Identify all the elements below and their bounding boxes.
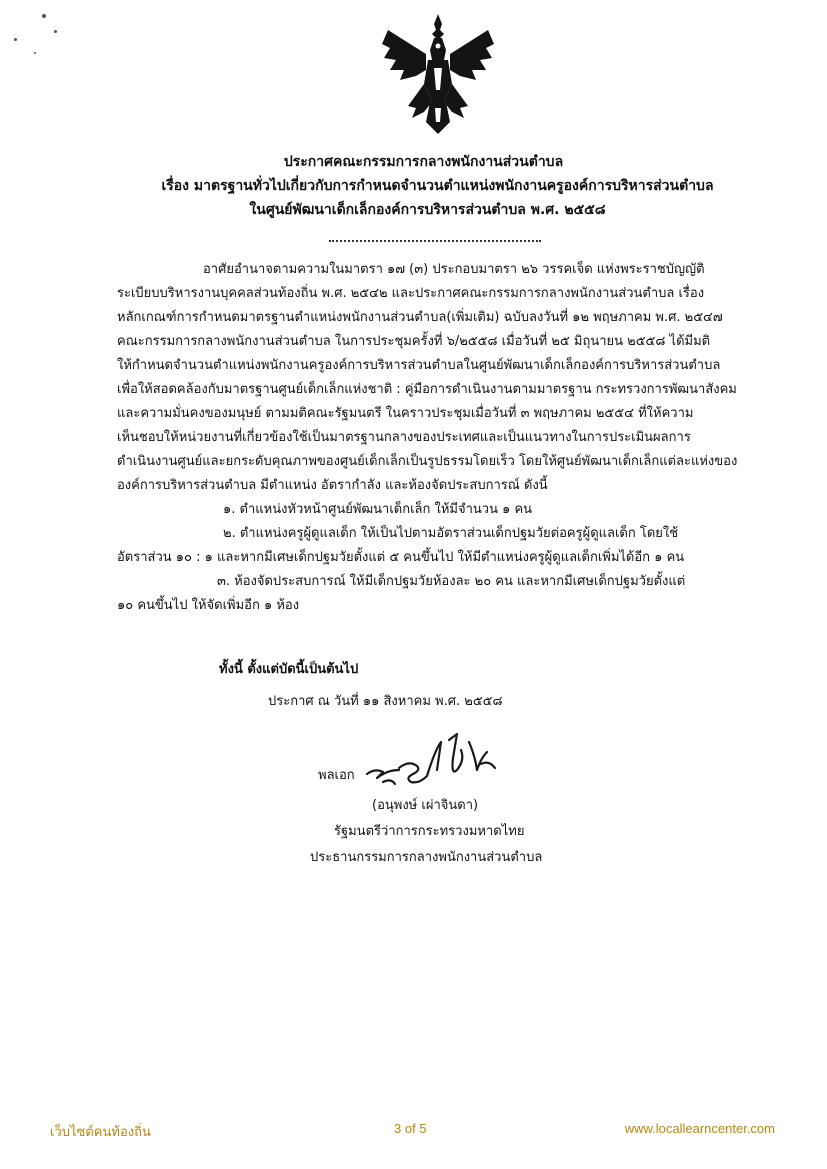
body-line: อาศัยอำนาจตามความในมาตรา ๑๗ (๓) ประกอบมาตรา ๒๖ วรรคเจ็ด แห่งพระราชบัญญัติ bbox=[203, 262, 705, 277]
title-line-1: ประกาศคณะกรรมการกลางพนักงานส่วนตำบล bbox=[283, 154, 564, 170]
page-footer bbox=[0, 1121, 827, 1141]
announcement-date: ประกาศ ณ วันที่ ๑๑ สิงหาคม พ.ศ. ๒๕๕๘ bbox=[268, 694, 503, 709]
item-3-line-1: ๓. ห้องจัดประสบการณ์ ให้มีเด็กปฐมวัยห้องละ ๒๐ คน และหากมีเศษเด็กปฐมวัยตั้งแต่ bbox=[217, 574, 686, 589]
signer-position-2: ประธานกรรมการกลางพนักงานส่วนตำบล bbox=[310, 850, 543, 865]
body-line: ให้กำหนดจำนวนตำแหน่งพนักงานครูองค์การบริหารส่วนตำบลในศูนย์พัฒนาเด็กเล็กองค์การบริหารส่วนตำบล bbox=[117, 358, 721, 373]
item-2-line-2: อัตราส่วน ๑๐ : ๑ และหากมีเศษเด็กปฐมวัยตั้งแต่ ๕ คนขึ้นไป ให้มีตำแหน่งครูผู้ดูแลเด็กเพิ่มได้อีก ๑ คน bbox=[117, 550, 685, 565]
closing-statement: ทั้งนี้ ตั้งแต่บัดนี้เป็นต้นไป bbox=[219, 662, 359, 677]
signer-name: (อนุพงษ์ เผ่าจินดา) bbox=[372, 798, 479, 813]
handwritten-signature bbox=[365, 730, 525, 800]
body-line: ระเบียบบริหารงานบุคคลส่วนท้องถิ่น พ.ศ. ๒๕๔๒ และประกาศคณะกรรมการกลางพนักงานส่วนตำบล เรื่อง bbox=[117, 286, 705, 301]
dotted-separator bbox=[329, 240, 541, 242]
body-line: คณะกรรมการกลางพนักงานส่วนตำบล ในการประชุมครั้งที่ ๖/๒๕๕๘ เมื่อวันที่ ๒๕ มิถุนายน ๒๕๕๘ ได้มีมติ bbox=[117, 334, 711, 349]
footer-site-name: เว็บไซต์คนท้องถิ่น bbox=[50, 1124, 151, 1139]
garuda-emblem-icon bbox=[378, 10, 498, 138]
item-2-line-1: ๒. ตำแหน่งครูผู้ดูแลเด็ก ให้เป็นไปตามอัตราส่วนเด็กปฐมวัยต่อครูผู้ดูแลเด็ก โดยใช้ bbox=[223, 526, 679, 541]
body-line: และความมั่นคงของมนุษย์ ตามมติคณะรัฐมนตรี ในคราวประชุมเมื่อวันที่ ๓ พฤษภาคม ๒๕๕๔ ที่ให้ความ bbox=[117, 406, 694, 421]
body-line: ดำเนินงานศูนย์และยกระดับคุณภาพของศูนย์เด็กเล็กเป็นรูปธรรมโดยเร็ว โดยให้ศูนย์พัฒนาเด็กเล็กแต่ละแห่งของ bbox=[117, 454, 738, 469]
title-line-2: เรื่อง มาตรฐานทั่วไปเกี่ยวกับการกำหนดจำนวนตำแหน่งพนักงานครูองค์การบริหารส่วนตำบล bbox=[161, 178, 714, 194]
body-line: หลักเกณฑ์การกำหนดมาตรฐานตำแหน่งพนักงานส่วนตำบล(เพิ่มเติม) ฉบับลงวันที่ ๑๒ พฤษภาคม พ.ศ. ๒๕๔๗ bbox=[117, 310, 723, 325]
signer-position-1: รัฐมนตรีว่าการกระทรวงมหาดไทย bbox=[334, 824, 525, 839]
body-line: เห็นชอบให้หน่วยงานที่เกี่ยวข้องใช้เป็นมาตรฐานกลางของประเทศและเป็นแนวทางในการประเมินผลการ bbox=[117, 430, 691, 445]
signer-rank: พลเอก bbox=[318, 768, 355, 783]
item-3-line-2: ๑๐ คนขึ้นไป ให้จัดเพิ่มอีก ๑ ห้อง bbox=[117, 598, 300, 613]
page-number: 3 of 5 bbox=[394, 1121, 427, 1136]
item-1-line: ๑. ตำแหน่งหัวหน้าศูนย์พัฒนาเด็กเล็ก ให้มีจำนวน ๑ คน bbox=[223, 502, 533, 517]
body-line: เพื่อให้สอดคล้องกับมาตรฐานศูนย์เด็กเล็กแห่งชาติ : คู่มือการดำเนินงานตามมาตรฐาน กระทรวงการพัฒนาสังคม bbox=[117, 382, 737, 397]
body-line: องค์การบริหารส่วนตำบล มีตำแหน่ง อัตรากำลัง และห้องจัดประสบการณ์ ดังนี้ bbox=[117, 478, 548, 493]
announcement-title bbox=[0, 150, 827, 222]
title-line-3: ในศูนย์พัฒนาเด็กเล็กองค์การบริหารส่วนตำบล พ.ศ. ๒๕๕๘ bbox=[249, 202, 606, 218]
announcement-body bbox=[117, 258, 763, 618]
footer-website-link[interactable]: www.locallearncenter.com bbox=[624, 1121, 775, 1136]
